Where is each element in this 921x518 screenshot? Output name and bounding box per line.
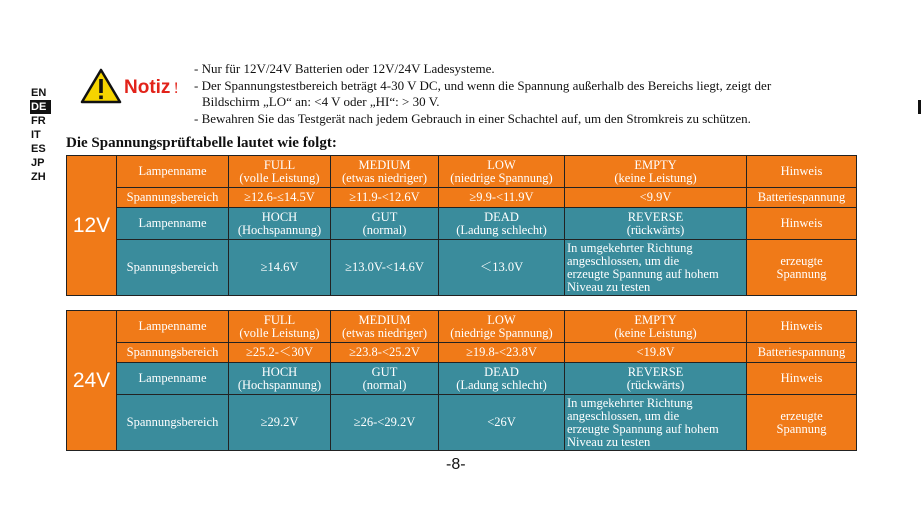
table-row	[67, 240, 857, 296]
table-cell-col-low: LOW (niedrige Spannung)	[439, 311, 565, 343]
notice-item: - Der Spannungstestbereich beträgt 4-30 V DC, und wenn die Spannung außerhalb des Bereichs liegt, zeigt der	[194, 77, 772, 93]
table-cell-row-header: Spannungsbereich	[117, 240, 229, 296]
table-cell-col-full: ≥14.6V	[229, 240, 331, 296]
notice-item: - Bewahren Sie das Testgerät nach jedem Gebrauch in einer Schachtel auf, um den Stromkreis zu schützen.	[194, 110, 751, 126]
notice-list	[194, 61, 854, 127]
voltage-table-12v	[66, 155, 857, 296]
table-row	[67, 156, 857, 188]
language-tab-zh[interactable]: ZH	[31, 171, 46, 183]
warning-triangle-icon	[80, 68, 122, 109]
table-cell-row-header: Lampenname	[117, 156, 229, 188]
page-number: -8-	[446, 456, 466, 473]
table-cell-col-medium: MEDIUM (etwas niedriger)	[331, 311, 439, 343]
table-cell-col-low: ＜13.0V	[439, 240, 565, 296]
table-cell-col-note: Batteriespannung	[747, 343, 857, 363]
table-cell-row-header: Lampenname	[117, 208, 229, 240]
language-tab-fr[interactable]: FR	[31, 115, 46, 127]
table-cell-col-full: HOCH (Hochspannung)	[229, 363, 331, 395]
language-index	[30, 86, 54, 184]
table-cell-col-empty: REVERSE (rückwärts)	[565, 208, 747, 240]
table-cell-col-note: erzeugte Spannung	[747, 240, 857, 296]
table-cell-col-full: ≥12.6-≤14.5V	[229, 188, 331, 208]
table-cell-col-full: ≥29.2V	[229, 395, 331, 451]
notice-label-text: Notiz	[124, 77, 171, 98]
table-cell-col-medium: GUT (normal)	[331, 363, 439, 395]
language-tab-de[interactable]: DE	[30, 100, 51, 114]
table-row	[67, 188, 857, 208]
language-tab-it[interactable]: IT	[31, 129, 41, 141]
section-title: Die Spannungsprüftabelle lautet wie folgt:	[66, 135, 337, 151]
table-cell-col-medium: ≥23.8-<25.2V	[331, 343, 439, 363]
table-cell-col-medium: GUT (normal)	[331, 208, 439, 240]
table-row	[67, 363, 857, 395]
table-cell-col-low: LOW (niedrige Spannung)	[439, 156, 565, 188]
table-row	[67, 311, 857, 343]
language-tab-jp[interactable]: JP	[31, 157, 45, 169]
table-cell-col-note: Hinweis	[747, 311, 857, 343]
voltage-label: 24V	[67, 311, 117, 451]
table-cell-col-empty: In umgekehrter Richtung angeschlossen, um die erzeugte Spannung auf hohem Niveau zu testen	[565, 240, 747, 296]
table-cell-col-empty: REVERSE (rückwärts)	[565, 363, 747, 395]
table-cell-col-full: ≥25.2-＜30V	[229, 343, 331, 363]
notice-label	[124, 77, 179, 99]
notice-exclamation: !	[173, 80, 179, 97]
table-cell-col-note: Hinweis	[747, 156, 857, 188]
table-cell-col-low: DEAD (Ladung schlecht)	[439, 208, 565, 240]
table-cell-col-empty: <9.9V	[565, 188, 747, 208]
voltage-table-24v	[66, 310, 857, 451]
voltage-label: 12V	[67, 156, 117, 296]
table-cell-row-header: Spannungsbereich	[117, 188, 229, 208]
notice-item: Bildschirm „LO“ an: <4 V oder „HI“: > 30 V.	[202, 94, 440, 109]
table-cell-col-note: erzeugte Spannung	[747, 395, 857, 451]
table-cell-col-note: Hinweis	[747, 363, 857, 395]
table-cell-col-medium: ≥11.9-<12.6V	[331, 188, 439, 208]
table-cell-col-empty: In umgekehrter Richtung angeschlossen, um die erzeugte Spannung auf hohem Niveau zu testen	[565, 395, 747, 451]
table-cell-col-full: FULL (volle Leistung)	[229, 311, 331, 343]
table-cell-col-empty: EMPTY (keine Leistung)	[565, 156, 747, 188]
table-row	[67, 343, 857, 363]
table-cell-row-header: Lampenname	[117, 311, 229, 343]
table-cell-col-low: <26V	[439, 395, 565, 451]
table-cell-col-low: ≥9.9-<11.9V	[439, 188, 565, 208]
language-tab-es[interactable]: ES	[31, 143, 46, 155]
table-cell-col-low: DEAD (Ladung schlecht)	[439, 363, 565, 395]
table-cell-col-medium: ≥13.0V-<14.6V	[331, 240, 439, 296]
table-cell-row-header: Lampenname	[117, 363, 229, 395]
language-tab-en[interactable]: EN	[31, 87, 47, 99]
table-cell-row-header: Spannungsbereich	[117, 395, 229, 451]
table-cell-col-low: ≥19.8-<23.8V	[439, 343, 565, 363]
table-cell-col-note: Batteriespannung	[747, 188, 857, 208]
table-cell-col-empty: <19.8V	[565, 343, 747, 363]
table-cell-col-full: FULL (volle Leistung)	[229, 156, 331, 188]
table-cell-col-note: Hinweis	[747, 208, 857, 240]
notice-item: - Nur für 12V/24V Batterien oder 12V/24V Ladesysteme.	[194, 61, 495, 76]
table-cell-col-full: HOCH (Hochspannung)	[229, 208, 331, 240]
table-row	[67, 208, 857, 240]
table-cell-col-empty: EMPTY (keine Leistung)	[565, 311, 747, 343]
table-row	[67, 395, 857, 451]
table-cell-col-medium: ≥26-<29.2V	[331, 395, 439, 451]
table-cell-col-medium: MEDIUM (etwas niedriger)	[331, 156, 439, 188]
table-cell-row-header: Spannungsbereich	[117, 343, 229, 363]
